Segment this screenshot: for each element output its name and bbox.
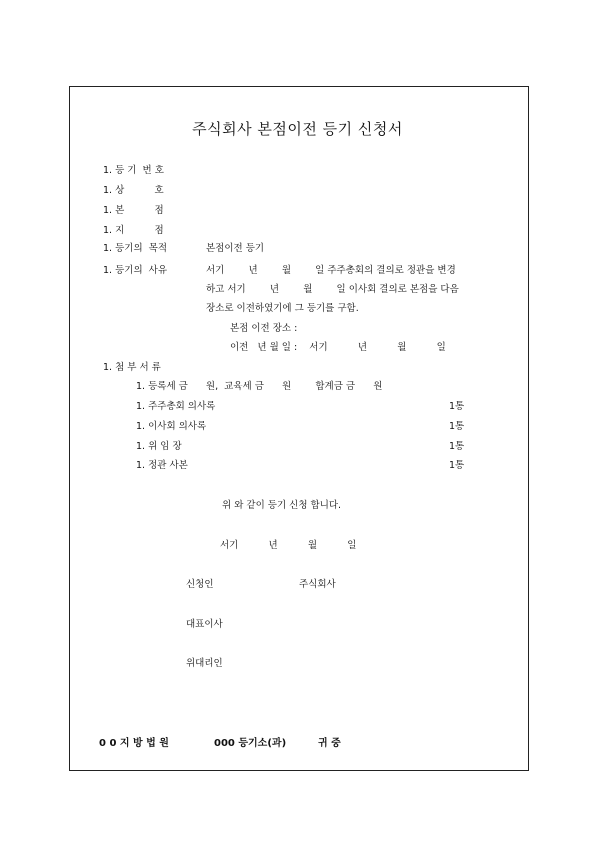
attachment-row-board-minutes: 1. 이사회 의사록: [136, 421, 207, 432]
item-company-name: 1. 상 호: [103, 185, 164, 196]
attachment-count: 1통: [449, 460, 465, 471]
footer-court: 0 0 지 방 법 원: [99, 738, 169, 749]
attachment-row-shareholders-minutes: 1. 주주총회 의사록: [136, 401, 216, 412]
item-branch: 1. 지 점: [103, 225, 164, 236]
representative-label: 대표이사: [186, 619, 223, 630]
attachments-label: 1. 첨 부 서 류: [103, 362, 161, 373]
applicant-label: 신청인: [186, 579, 214, 590]
attachment-count: 1통: [449, 421, 465, 432]
applicant-company: 주식회사: [299, 579, 336, 590]
statement: 위 와 같이 등기 신청 합니다.: [222, 500, 342, 511]
attachment-row-power-of-attorney: 1. 위 임 장: [136, 441, 182, 452]
item-head-office: 1. 본 점: [103, 205, 164, 216]
attachment-count: 1통: [449, 401, 465, 412]
item-purpose-label: 1. 등기의 목적: [103, 243, 168, 254]
item-registration-number: 1. 등 기 번 호: [103, 165, 164, 176]
item-reason-line-1: 서기 년 월 일 주주총회의 결의로 정관을 변경: [206, 265, 456, 276]
attachment-row-articles-copy: 1. 정관 사본: [136, 460, 188, 471]
item-relocation-date: 이전 년 월 일 : 서기 년 월 일: [230, 342, 446, 353]
item-reason-label: 1. 등기의 사유: [103, 265, 168, 276]
item-reason-line-2: 하고 서기 년 월 일 이사회 결의로 본점을 다음: [206, 284, 459, 295]
item-relocation-place: 본점 이전 장소 :: [230, 323, 298, 334]
date-line: 서기 년 월 일: [220, 540, 357, 551]
item-purpose-value: 본점이전 등기: [206, 243, 265, 254]
document-title: 주식회사 본점이전 등기 신청서: [192, 120, 403, 138]
attachment-count: 1통: [449, 441, 465, 452]
agent-label: 위대리인: [186, 658, 223, 669]
footer-addressee: 귀 중: [318, 738, 341, 749]
footer-registry: 000 등기소(과): [214, 738, 287, 749]
item-reason-line-3: 장소로 이전하였기에 그 등기를 구함.: [206, 303, 359, 314]
attachment-row-fees: 1. 등록세 금 원, 교육세 금 원 합계금 금 원: [136, 381, 383, 392]
